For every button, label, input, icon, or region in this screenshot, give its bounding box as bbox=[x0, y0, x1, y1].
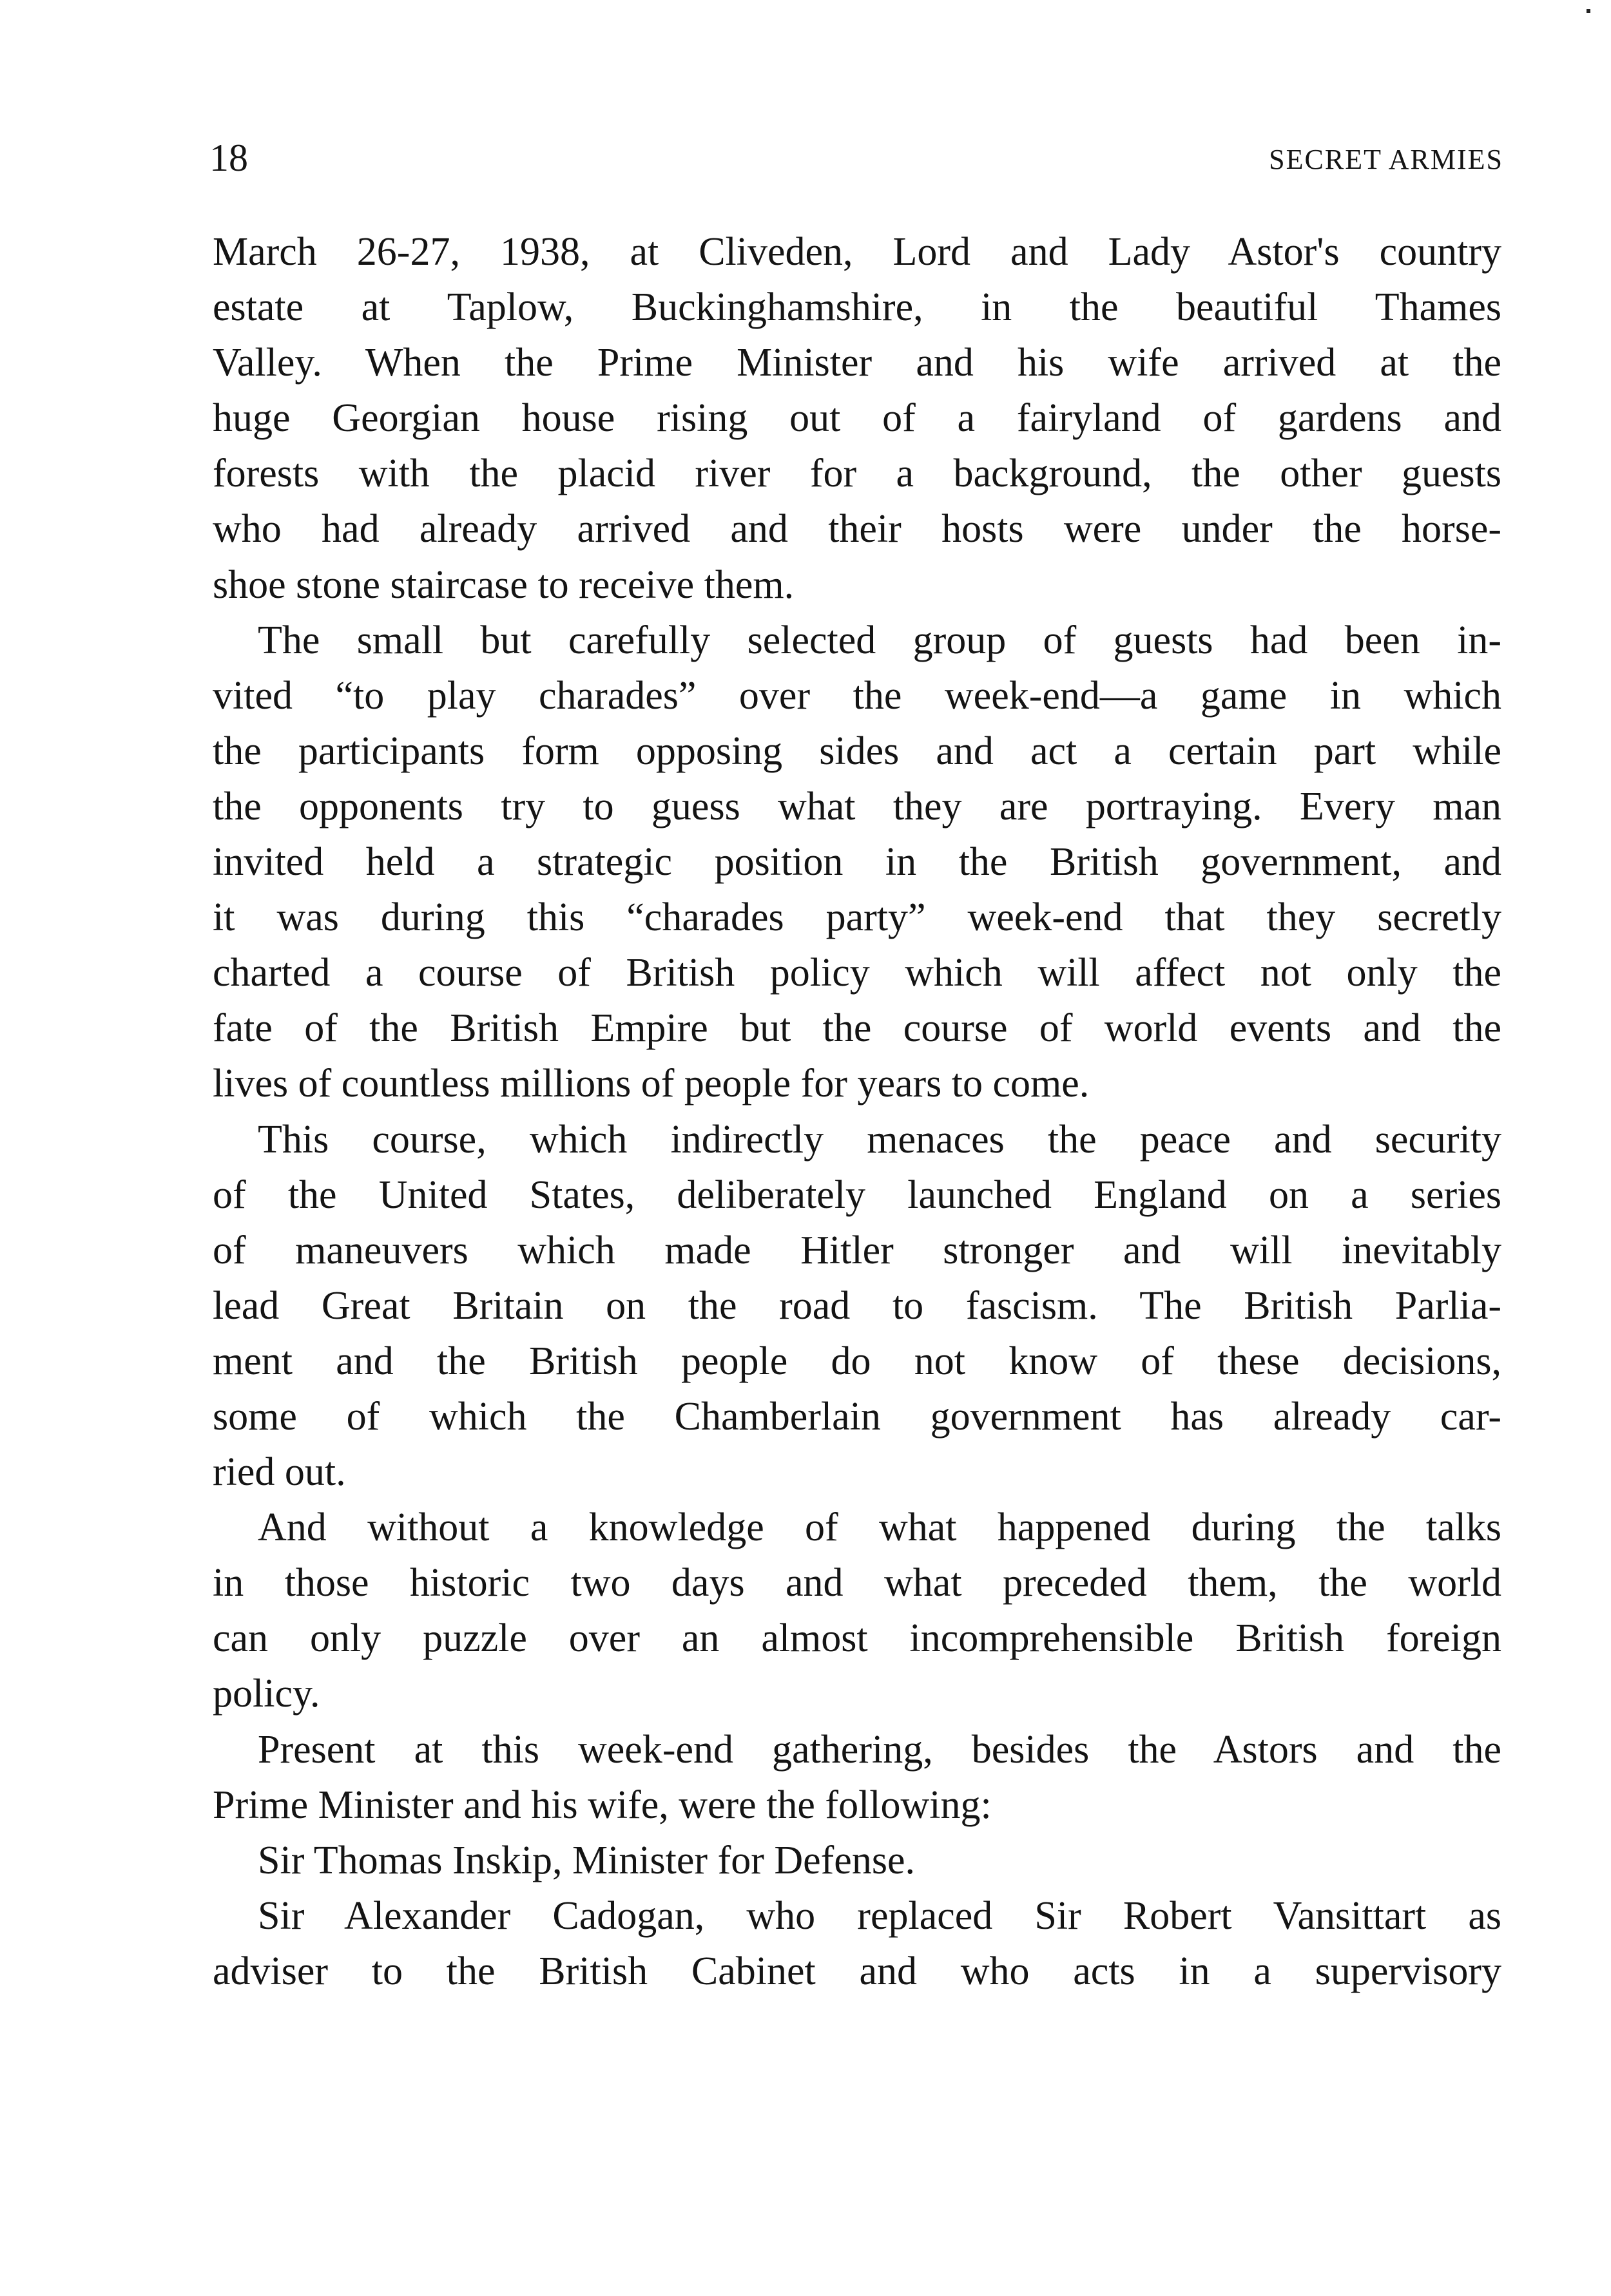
text-line: huge Georgian house rising out of a fairyland of gardens and bbox=[213, 396, 1501, 441]
text-line: March 26-27, 1938, at Cliveden, Lord and Lady Astor's country bbox=[213, 230, 1501, 274]
running-head bbox=[209, 132, 1503, 184]
text-line: forests with the placid river for a background, the other guests bbox=[213, 452, 1501, 496]
text-line: of maneuvers which made Hitler stronger and will inevitably bbox=[213, 1228, 1501, 1272]
paragraph-first-line: Sir Thomas Inskip, Minister for Defense. bbox=[258, 1838, 915, 1882]
text-line: it was during this “charades party” week-end that they secretly bbox=[213, 895, 1501, 940]
text-line: vited “to play charades” over the week-end—a game in which bbox=[213, 673, 1501, 718]
paragraph-first-line: Sir Alexander Cadogan, who replaced Sir Robert Vansittart as bbox=[258, 1893, 1501, 1938]
text-line: in those historic two days and what preceded them, the world bbox=[213, 1561, 1501, 1605]
text-line: policy. bbox=[213, 1672, 320, 1716]
text-line: charted a course of British policy which will affect not only the bbox=[213, 951, 1501, 995]
text-line: ried out. bbox=[213, 1450, 346, 1495]
text-line: ment and the British people do not know of these decisions, bbox=[213, 1339, 1501, 1383]
text-line: Valley. When the Prime Minister and his wife arrived at the bbox=[213, 341, 1501, 385]
text-line: fate of the British Empire but the course of world events and the bbox=[213, 1006, 1501, 1051]
paragraph-first-line: Present at this week-end gathering, besides the Astors and the bbox=[258, 1727, 1501, 1772]
text-line: invited held a strategic position in the British government, and bbox=[213, 840, 1501, 885]
running-title: SECRET ARMIES bbox=[1269, 144, 1503, 175]
text-line: lead Great Britain on the road to fascism. The British Parlia- bbox=[213, 1283, 1501, 1328]
text-line: who had already arrived and their hosts were under the horse- bbox=[213, 507, 1501, 551]
text-line: shoe stone staircase to receive them. bbox=[213, 562, 795, 607]
text-line: some of which the Chamberlain government has already car- bbox=[213, 1394, 1501, 1439]
text-line: estate at Taplow, Buckinghamshire, in the beautiful Thames bbox=[213, 285, 1501, 330]
paragraph-first-line: This course, which indirectly menaces the peace and security bbox=[258, 1117, 1501, 1162]
paragraph-first-line: And without a knowledge of what happened during the talks bbox=[258, 1506, 1501, 1550]
text-line: the participants form opposing sides and act a certain part while bbox=[213, 729, 1501, 773]
text-line: adviser to the British Cabinet and who acts in a supervisory bbox=[213, 1949, 1501, 1993]
body-text bbox=[213, 224, 1501, 1999]
text-line: lives of countless millions of people for years to come. bbox=[213, 1062, 1090, 1106]
paragraph-first-line: The small but carefully selected group of guests had been in- bbox=[258, 618, 1501, 662]
page-number: 18 bbox=[209, 137, 248, 179]
text-line: the opponents try to guess what they are portraying. Every man bbox=[213, 784, 1501, 828]
scan-speck bbox=[1587, 9, 1590, 13]
text-line: of the United States, deliberately launched England on a series bbox=[213, 1172, 1501, 1217]
text-line: Prime Minister and his wife, were the following: bbox=[213, 1783, 992, 1827]
text-line: can only puzzle over an almost incomprehensible British foreign bbox=[213, 1616, 1501, 1661]
